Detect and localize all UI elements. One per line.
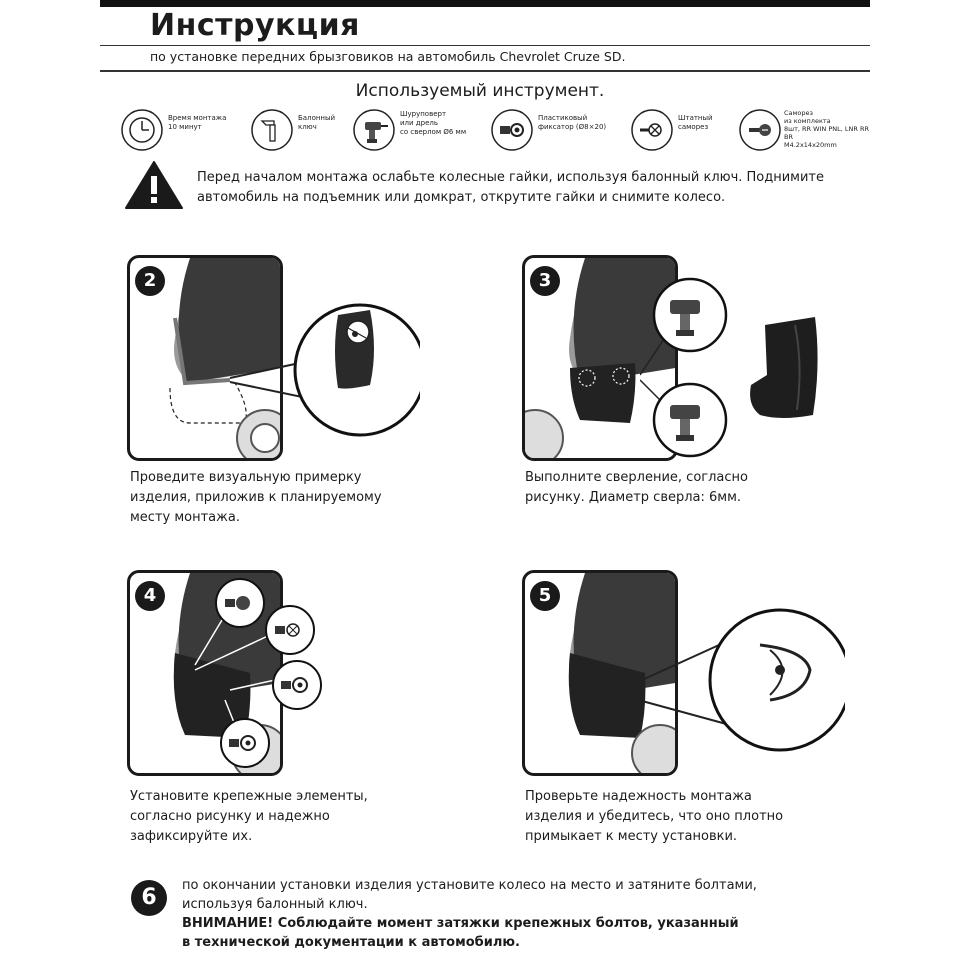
tools-heading: Используемый инструмент.	[355, 81, 605, 101]
step-number-badge: 5	[530, 581, 560, 611]
mudflap-icon	[745, 315, 825, 425]
title-divider	[100, 45, 870, 46]
tool-label: Штатный саморез	[678, 114, 713, 131]
caption-line: рисунку. Диаметр сверла: 6мм.	[525, 490, 742, 505]
tool-label: Балонный ключ	[298, 114, 336, 131]
warning-text	[197, 168, 847, 208]
step-3-drill-callouts	[640, 270, 730, 460]
tool-item	[352, 108, 482, 156]
step-number-badge: 2	[135, 266, 165, 296]
standard-screw-icon	[630, 108, 674, 152]
warning-line: Перед началом монтажа ослабьте колесные гайки, используя балонный ключ. Поднимите	[197, 170, 825, 185]
final-step-line: по окончании установки изделия установите колесо на место и затяните болтами,	[182, 878, 757, 893]
tool-label: Время монтажа 10 минут	[168, 114, 227, 131]
step-4-fastener-callouts	[185, 575, 325, 775]
tool-item	[630, 108, 740, 156]
step-number-badge: 3	[530, 266, 560, 296]
top-bar	[100, 0, 870, 7]
final-step-text	[182, 876, 757, 952]
caption-line: примыкает к месту установки.	[525, 829, 738, 844]
step-5-caption	[525, 787, 783, 847]
final-step-line: используя балонный ключ.	[182, 897, 368, 912]
page-title: Инструкция	[150, 8, 360, 43]
step-5-inspect-callout	[620, 600, 845, 760]
clock-icon	[120, 108, 164, 152]
drill-icon	[352, 108, 396, 152]
wrench-icon	[250, 108, 294, 152]
step-4-caption	[130, 787, 368, 847]
page-subtitle: по установке передних брызговиков на автомобиль Chevrolet Cruze SD.	[150, 49, 626, 64]
warning-line: автомобиль на подъемник или домкрат, открутите гайки и снимите колесо.	[197, 190, 726, 205]
step-2-detail-callout	[220, 290, 420, 450]
step-number-badge: 6	[131, 880, 167, 916]
step-number-badge: 4	[135, 581, 165, 611]
caption-line: месту монтажа.	[130, 510, 240, 525]
tool-item	[250, 108, 360, 156]
tool-label: Шуруповерт или дрель со сверлом Ø6 мм	[400, 110, 467, 136]
caption-line: Проведите визуальную примерку	[130, 470, 362, 485]
caption-line: согласно рисунку и надежно	[130, 809, 330, 824]
caption-line: изделия и убедитесь, что оно плотно	[525, 809, 784, 824]
tool-label: Саморез из комплекта 8шт, RR WIN PNL, LNR RR BR M4.2х14х20mm	[784, 109, 870, 149]
caption-line: Установите крепежные элементы,	[130, 789, 368, 804]
warning-triangle-icon	[124, 160, 184, 210]
step-2-caption	[130, 468, 382, 528]
caption-line: Проверьте надежность монтажа	[525, 789, 752, 804]
step-3-caption	[525, 468, 748, 508]
caption-line: Выполните сверление, согласно	[525, 470, 748, 485]
tool-item	[738, 108, 878, 156]
tool-item	[120, 108, 240, 156]
tool-label: Пластиковый фиксатор (Ø8×20)	[538, 114, 607, 131]
header-divider	[100, 70, 870, 72]
kit-screw-icon	[738, 108, 782, 152]
tool-item	[490, 108, 620, 156]
final-warning-line: в технической документации к автомобилю.	[182, 935, 520, 950]
caption-line: изделия, приложив к планируемому	[130, 490, 382, 505]
caption-line: зафиксируйте их.	[130, 829, 253, 844]
plastic-clip-icon	[490, 108, 534, 152]
final-warning-line: ВНИМАНИЕ! Соблюдайте момент затяжки крепежных болтов, указанный	[182, 916, 739, 931]
